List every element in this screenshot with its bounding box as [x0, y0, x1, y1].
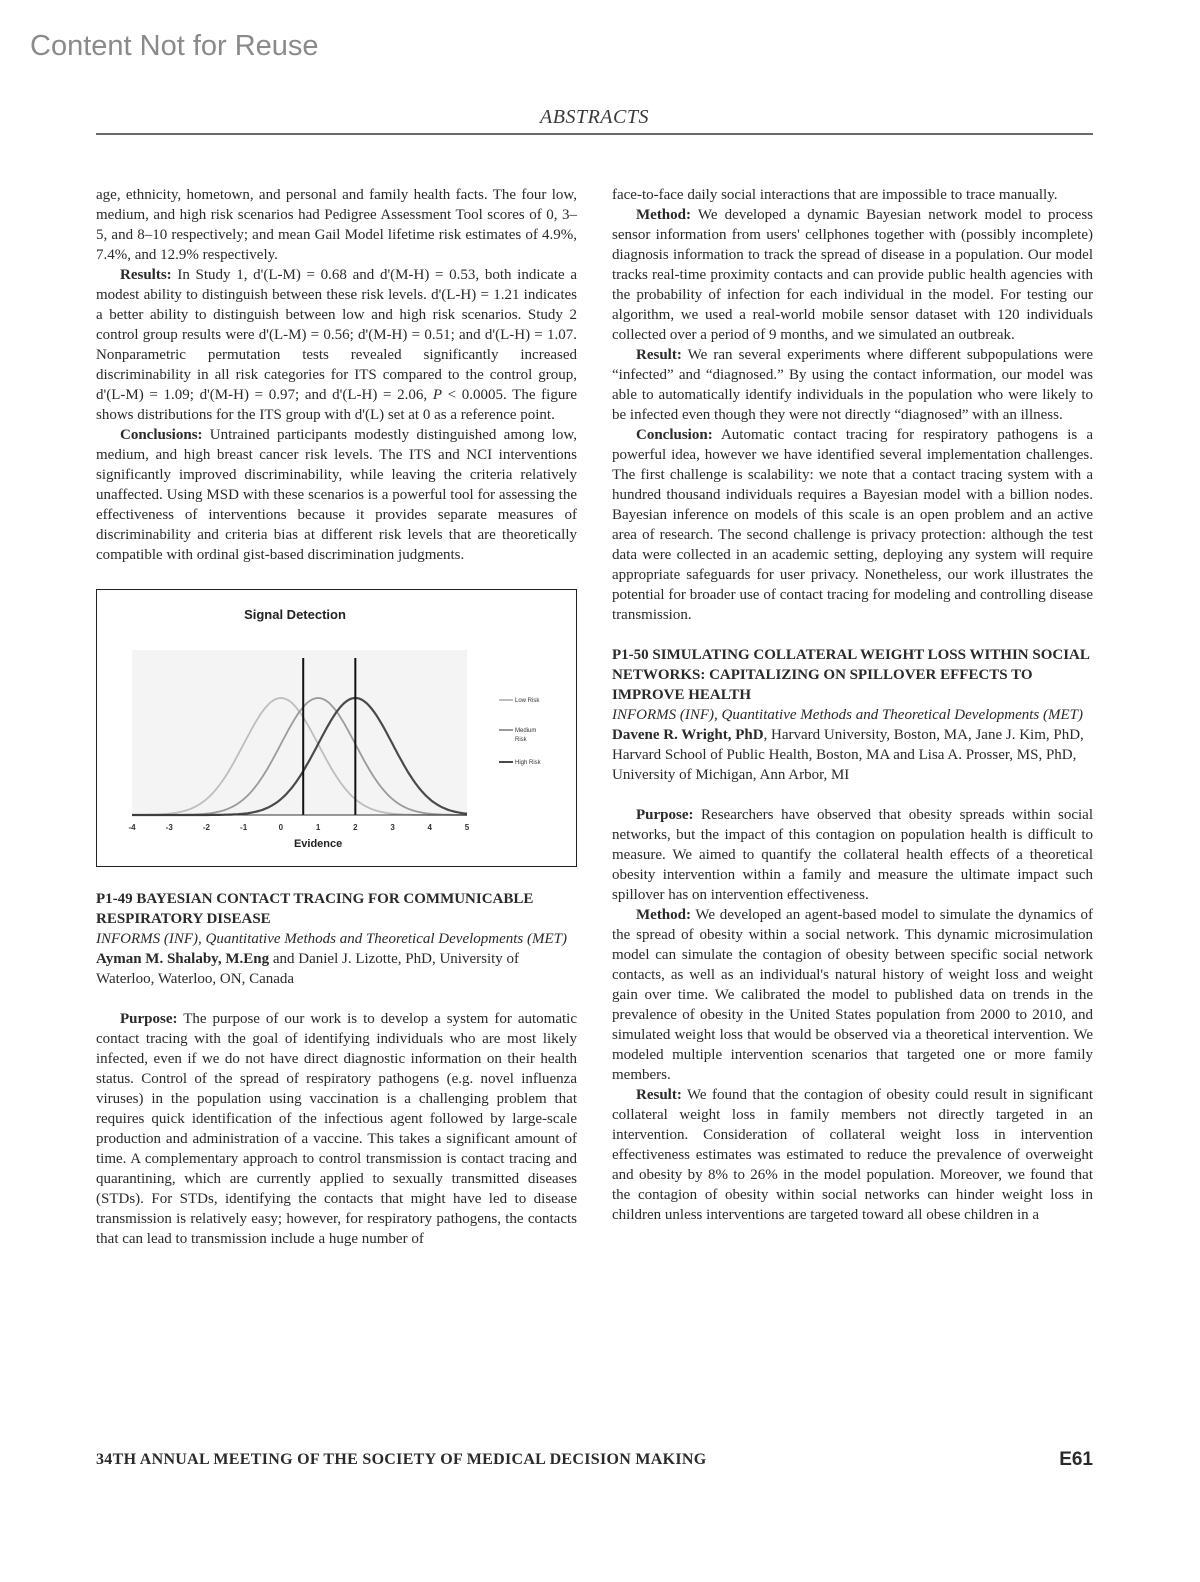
left-column: [96, 185, 577, 1249]
p149-authors: [96, 949, 577, 989]
watermark: Content Not for Reuse: [30, 30, 319, 62]
p150-method: [612, 905, 1093, 1085]
p150-method-label: Method:: [636, 907, 691, 923]
results-label: Results:: [120, 267, 172, 283]
p-value-symbol: P: [432, 387, 442, 403]
chart-title: Signal Detection: [244, 607, 346, 622]
x-tick-label: 2: [353, 823, 358, 832]
p150-purpose: [612, 805, 1093, 905]
x-tick-label: -3: [165, 823, 173, 832]
p149-method-text: We developed a dynamic Bayesian network model to process sensor information from users' cellphones together with (possibly incomplete) diagnosis information to track the spread of disease in a population. Our model tracks real-time proximity contacts and can provide public health agencies with the probability of infection for each individual in the model. For testing our algorithm, we used a real-world mobile sensor dataset with 120 individuals collected over a period of 9 months, and we simulated an outbreak.: [612, 207, 1093, 343]
p149-coauthors: and Daniel J. Lizotte, PhD, University of Waterloo, Waterloo, ON, Canada: [96, 951, 520, 987]
x-tick-label: -2: [202, 823, 211, 832]
p150-purpose-label: Purpose:: [636, 807, 694, 823]
p150-purpose-text: Researchers have observed that obesity spreads within social networks, but the impact of this contagion on population health is difficult to measure. We aimed to quantify the collateral health effects of a theoretical obesity intervention within a family and measure the ultimate impact such spillover has on intervention effectiveness.: [612, 807, 1093, 903]
x-axis-label: Evidence: [293, 838, 343, 850]
legend-label-2: High Risk: [515, 760, 541, 766]
legend-label-0: Low Risk: [515, 698, 540, 704]
legend-label-1: Risk: [515, 737, 527, 743]
results-text-b: < 0.0005. The figure shows distributions for the ITS group with d'(L) set at 0 as a reference point.: [96, 387, 577, 423]
x-tick-label: 5: [464, 823, 470, 832]
p150-authors: [612, 725, 1093, 785]
p149-lead-author: Ayman M. Shalaby, M.Eng: [96, 951, 270, 967]
p149-result: [612, 345, 1093, 425]
p149-result-label: Result:: [636, 347, 682, 363]
p149-title: P1-49 BAYESIAN CONTACT TRACING FOR COMMUNICABLE RESPIRATORY DISEASE: [96, 891, 534, 927]
p150-lead-author: Davene R. Wright, PhD: [612, 727, 764, 743]
p150-title: P1-50 SIMULATING COLLATERAL WEIGHT LOSS WITHIN SOCIAL NETWORKS: CAPITALIZING ON SPILLOVER EFFECTS TO IMPROVE HEALTH: [612, 647, 1090, 703]
running-head: ABSTRACTS: [540, 106, 649, 128]
conclusions-text: Untrained participants modestly distinguished among low, medium, and high breast cancer risk levels. The ITS and NCI interventions significantly improved discriminability, while leaving the criteria relatively unaffected. Using MSD with these scenarios is a powerful tool for assessing the effectiveness of interventions because it provides separate measures of discriminability and criteria bias at different risk levels that are theoretically compatible with ordinal gist-based discrimination judgments.: [96, 427, 577, 563]
p150-result-text: We found that the contagion of obesity could result in significant collateral weight loss in family members not directly targeted in an intervention. Consideration of collateral weight loss in intervention effectiveness estimates was estimated to reduce the prevalence of overweight and obesity by 8% to 26% in the model population. Moreover, we found that the contagion of obesity within social networks can hinder weight loss in children unless interventions are targeted toward all obese children in a: [612, 1087, 1093, 1223]
x-tick-label: 0: [278, 823, 284, 832]
signal-detection-chart: [97, 590, 576, 866]
p149-method: [612, 205, 1093, 345]
p150-result-label: Result:: [636, 1087, 682, 1103]
p150-track: INFORMS (INF), Quantitative Methods and Theoretical Developments (MET): [612, 707, 1084, 723]
p149-purpose-label: Purpose:: [120, 1011, 178, 1027]
footer-page-number: E61: [1059, 1449, 1093, 1470]
x-tick-label: -4: [128, 823, 136, 832]
p149-conclusion-text: Automatic contact tracing for respiratory pathogens is a powerful idea, however we have identified several implementation challenges. The first challenge is scalability: we note that a contact tracing system with a hundred thousand individuals requires a Bayesian model with a billion nodes. Bayesian inference on models of this scale is an open problem and an active area of research. The second challenge is privacy protection: although the test data were collected in an academic setting, deploying any system will require appropriate safeguards for user privacy. Nonetheless, our work illustrates the potential for broader use of contact tracing for modeling and controlling disease transmission.: [612, 427, 1093, 623]
p149-conclusion-label: Conclusion:: [636, 427, 713, 443]
x-tick-label: 3: [390, 823, 395, 832]
x-tick-label: -1: [240, 823, 248, 832]
right-column: [612, 185, 1093, 1225]
header-rule: [96, 133, 1093, 135]
p149-purpose: [96, 1009, 577, 1249]
p149-purpose-cont: face-to-face daily social interactions that are impossible to trace manually.: [612, 187, 1058, 203]
results-text-a: In Study 1, d'(L-M) = 0.68 and d'(M-H) = 0.53, both indicate a modest ability to distinguish between these risk levels. d'(L-H) = 1.21 indicates a better ability to distinguish between low and high risk scenarios. Study 2 control group results were d'(L-M) = 0.56; d'(M-H) = 0.51; and d'(L-H) = 1.07. Nonparametric permutation tests revealed significantly increased discriminability in all risk categories for ITS compared to the control group, d'(L-M) = 1.09; d'(M-H) = 0.97; and d'(L-H) = 2.06,: [96, 267, 577, 403]
x-tick-label: 1: [315, 823, 321, 832]
continued-paragraph: age, ethnicity, hometown, and personal and family health facts. The four low, medium, and high risk scenarios had Pedigree Assessment Tool scores of 0, 3–5, and 8–10 respectively; and mean Gail Model lifetime risk estimates of 4.9%, 7.4%, and 12.9% respectively.: [96, 187, 577, 263]
p150-result: [612, 1085, 1093, 1225]
conclusions-paragraph: [96, 425, 577, 565]
legend-label-1: Medium: [515, 728, 537, 734]
p149-purpose-text: The purpose of our work is to develop a system for automatic contact tracing with the goal of identifying individuals who are most likely infected, even if we do not have direct diagnostic information on their health status. Control of the spread of respiratory pathogens (e.g. novel influenza viruses) in the population using vaccination is a challenging problem that requires quick identification of the infectious agent followed by large-scale production and administration of a vaccine. This takes a significant amount of time. A complementary approach to control transmission is contact tracing and quarantining, which are currently applied to sexually transmitted diseases (STDs). For STDs, identifying the contacts that might have led to disease transmission is relatively easy; however, for respiratory pathogens, the contacts that can lead to transmission include a huge number of: [96, 1011, 577, 1247]
results-paragraph: [96, 265, 577, 425]
plot-area: [132, 650, 467, 815]
p149-conclusion: [612, 425, 1093, 625]
signal-detection-figure: [96, 589, 577, 867]
p149-method-label: Method:: [636, 207, 691, 223]
p150-coauthors: , Harvard University, Boston, MA, Jane J. Kim, PhD, Harvard School of Public Health, Boston, MA and Lisa A. Prosser, MS, PhD, University of Michigan, Ann Arbor, MI: [612, 727, 1084, 783]
p149-result-text: We ran several experiments where different subpopulations were “infected” and “diagnosed.” By using the contact information, our model was able to automatically identify individuals in the population who were likely to be infected even though they were not directly “diagnosed” with an illness.: [612, 347, 1093, 423]
p150-method-text: We developed an agent-based model to simulate the dynamics of the spread of obesity within a social network. This dynamic microsimulation model can simulate the contagion of obesity between specific social network contacts, as well as an individual's natural history of weight loss and weight gain over time. We calibrated the model to published data on trends in the prevalence of obesity in the United States population from 2000 to 2010, and simulated weight loss that would be observed via a theoretical intervention. We modeled multiple intervention scenarios that targeted one or more family members.: [612, 907, 1093, 1083]
conclusions-label: Conclusions:: [120, 427, 203, 443]
p149-track: INFORMS (INF), Quantitative Methods and Theoretical Developments (MET): [96, 931, 568, 947]
x-tick-label: 4: [427, 823, 433, 832]
footer-journal: 34TH ANNUAL MEETING OF THE SOCIETY OF MEDICAL DECISION MAKING: [96, 1451, 707, 1468]
